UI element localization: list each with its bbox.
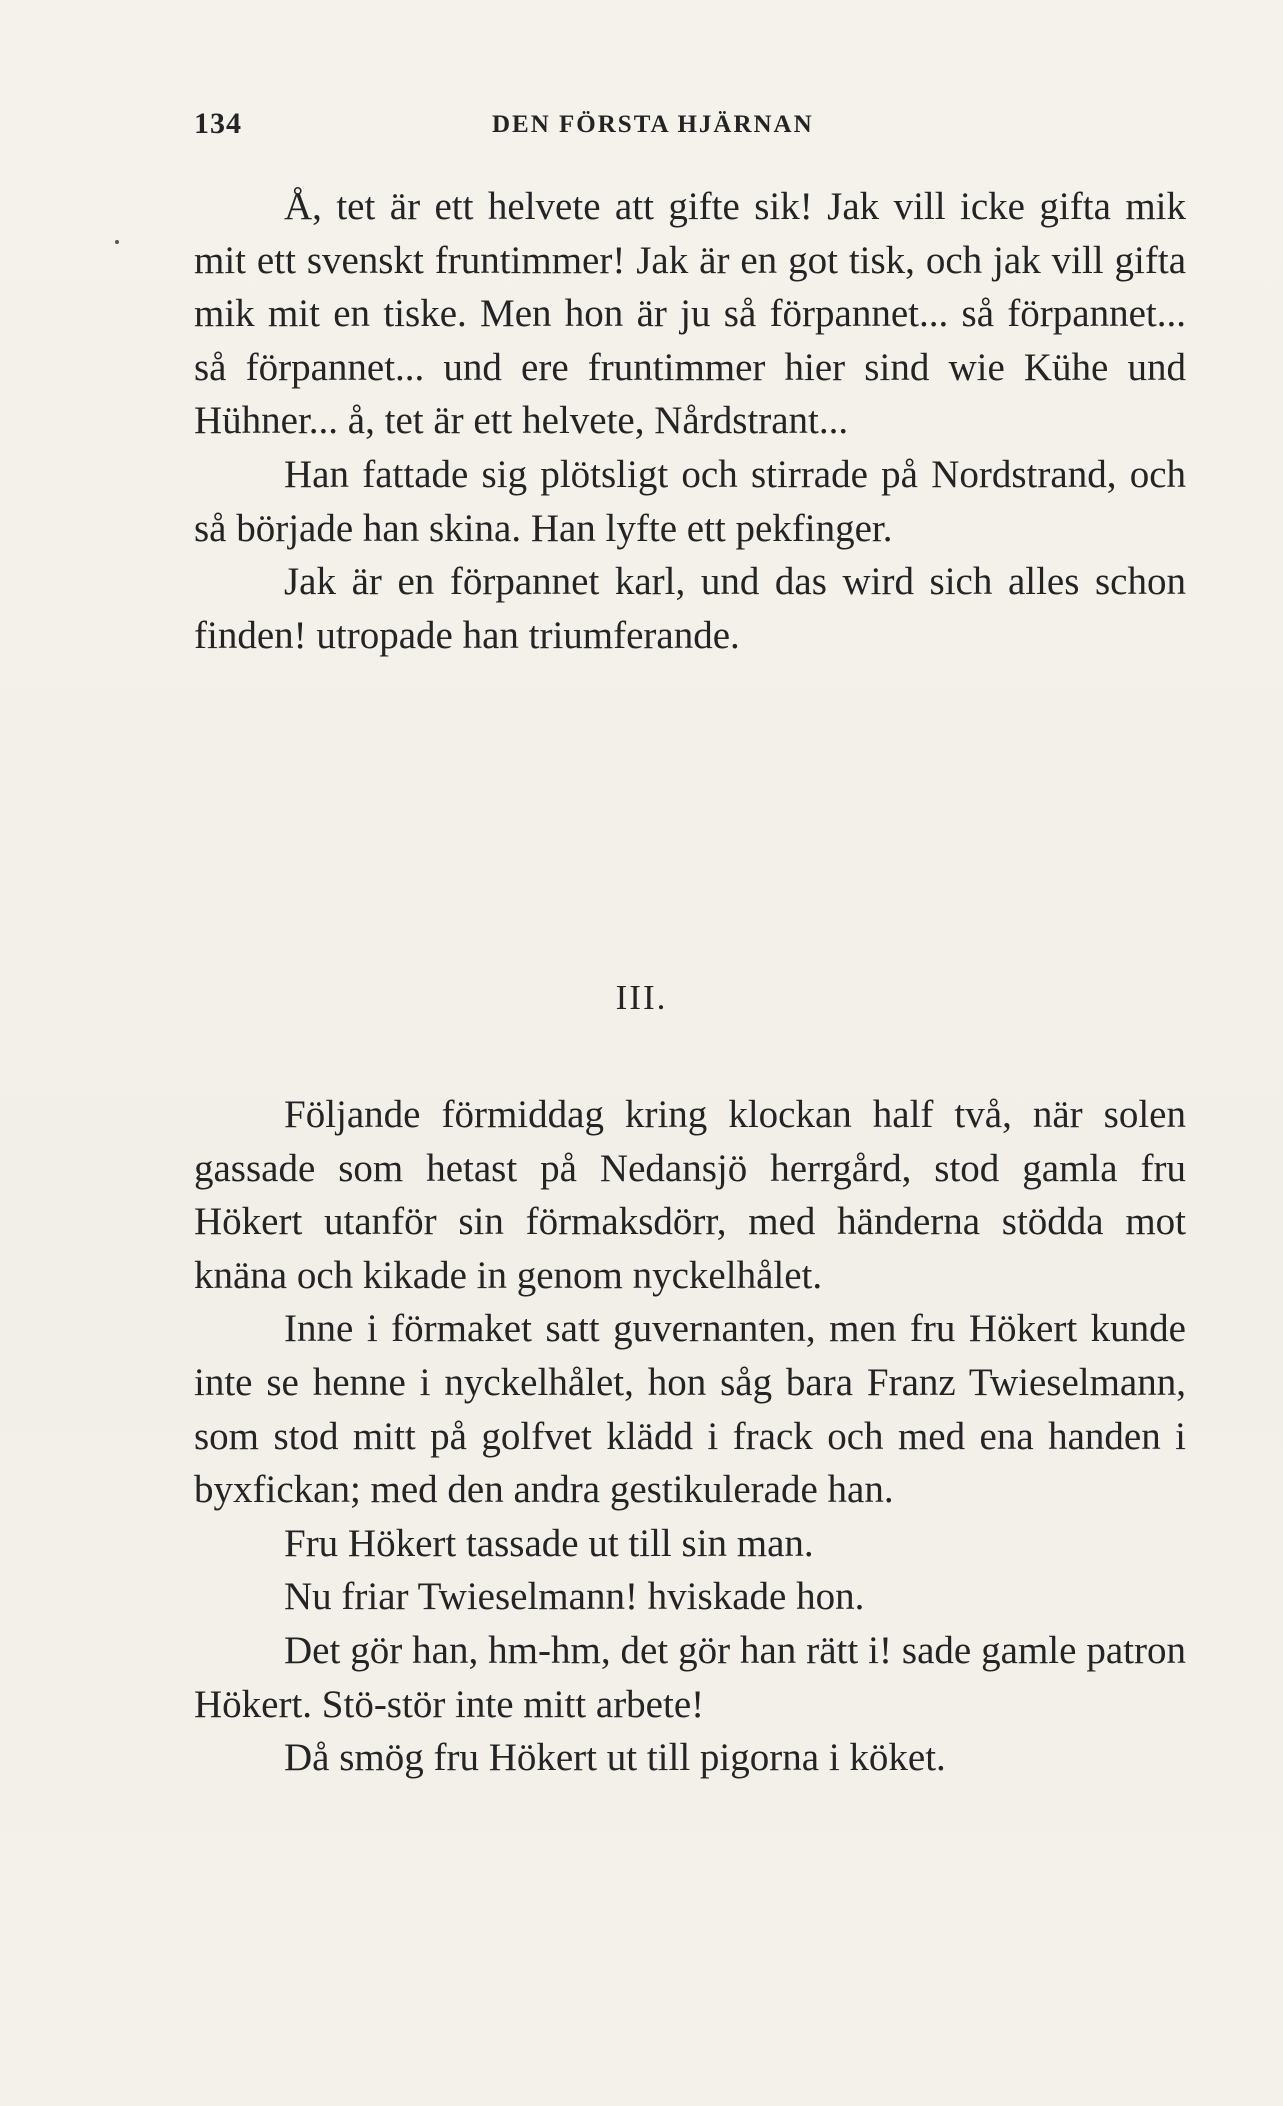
section-one-text <box>194 180 1186 662</box>
page-number: 134 <box>194 107 242 140</box>
paragraph: Det gör han, hm-hm, det gör han rätt i! sade gamle patron Hökert. Stö-stör inte mitt arbete! <box>194 1628 1186 1726</box>
ink-speck <box>115 240 119 244</box>
paragraph: Å, tet är ett helvete att gifte sik! Jak vill icke gifta mik mit ett svenskt fruntimmer! Jak är en got tisk, och jak vill gifta mik mit en tiske. Men hon är ju så förpannet... så förpannet... så förpannet... und ere fruntimmer hier sind wie Kühe und Hühner... å, tet är ett helvete, Nårdstrant... <box>194 185 1186 443</box>
section-two-text <box>194 1088 1186 1785</box>
paragraph: Följande förmiddag kring klockan half två, när solen gassade som hetast på Nedansjö herrgård, stod gamla fru Hökert utanför sin förmaksdörr, med händerna stödda mot knäna och kikade in genom nyckelhålet. <box>194 1093 1186 1297</box>
paragraph: Han fattade sig plötsligt och stirrade på Nordstrand, och så började han skina. Han lyfte ett pekfinger. <box>194 452 1186 550</box>
paragraph: Inne i förmaket satt guvernanten, men fru Hökert kunde inte se henne i nyckelhålet, hon såg bara Franz Twieselmann, som stod mitt på golfvet klädd i frack och med ena handen i byxfickan; med den andra gestikulerade han. <box>194 1307 1186 1512</box>
running-header <box>194 107 1194 143</box>
section-heading: III. <box>615 978 668 1017</box>
paragraph: Då smög fru Hökert ut till pigorna i köket. <box>284 1736 946 1780</box>
running-title: DEN FÖRSTA HJÄRNAN <box>492 111 814 138</box>
paragraph: Fru Hökert tassade ut till sin man. <box>284 1521 814 1565</box>
paragraph: Jak är en förpannet karl, und das wird sich alles schon finden! utropade han triumferande. <box>194 560 1186 657</box>
paragraph: Nu friar Twieselmann! hviskade hon. <box>284 1575 865 1619</box>
